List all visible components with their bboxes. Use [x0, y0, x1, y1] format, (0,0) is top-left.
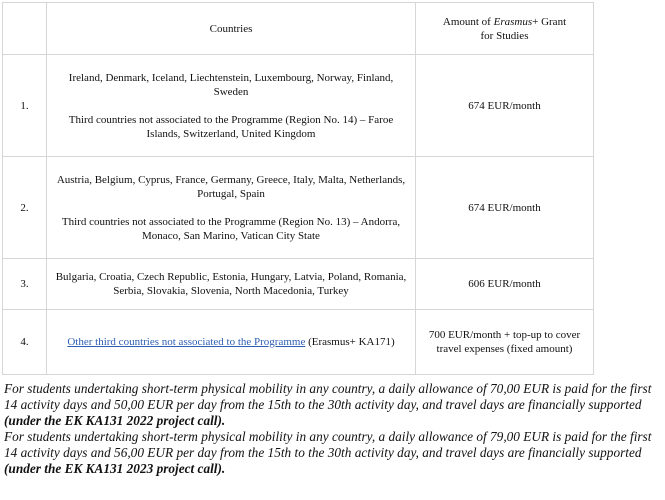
- row-countries-main: Austria, Belgium, Cyprus, France, Germany, Greece, Italy, Malta, Netherlands, Portugal, Spain: [56, 173, 406, 200]
- note-project-call: (under the EK KA131 2023 project call).: [4, 461, 226, 476]
- row-countries-main: Bulgaria, Croatia, Czech Republic, Estonia, Hungary, Latvia, Poland, Romania, Serbia, Slovakia, Slovenia, North Macedonia, Turkey: [55, 271, 407, 297]
- header-amount-suffix: + Grant: [532, 15, 567, 28]
- row-countries: [47, 310, 416, 375]
- row-amount: 700 EUR/month + top-up to cover travel expenses (fixed amount): [416, 310, 594, 375]
- row-amount: 606 EUR/month: [416, 259, 594, 310]
- row-countries-third: Third countries not associated to the Programme (Region No. 14) – Faroe Islands, Switzerland, United Kingdom: [68, 113, 394, 140]
- row-countries-main: Ireland, Denmark, Iceland, Liechtenstein, Luxembourg, Norway, Finland, Sweden: [68, 71, 394, 98]
- row-countries: [47, 157, 416, 259]
- row-countries-suffix: (Erasmus+ KA171): [305, 336, 395, 348]
- row-countries-third: Third countries not associated to the Programme (Region No. 13) – Andorra, Monaco, San Marino, Vatican City State: [61, 215, 401, 242]
- table-header-row: [3, 3, 594, 55]
- grant-table: [2, 2, 594, 375]
- notes-section: [4, 381, 662, 477]
- row-number: 1.: [3, 55, 47, 157]
- header-amount-program: Erasmus: [493, 15, 533, 28]
- row-amount: 674 EUR/month: [416, 55, 594, 157]
- table-row: [3, 55, 594, 157]
- note-paragraph-2022: [4, 381, 662, 429]
- row-countries: [47, 55, 416, 157]
- header-amount-prefix: Amount of: [442, 15, 494, 28]
- header-amount-cell: [416, 3, 594, 55]
- header-amount-line2: for Studies: [480, 29, 529, 42]
- row-number: 3.: [3, 259, 47, 310]
- table-row: [3, 157, 594, 259]
- table-row: [3, 259, 594, 310]
- header-number-cell: [3, 3, 47, 55]
- row-number: 2.: [3, 157, 47, 259]
- note-text: For students undertaking short-term physical mobility in any country, a daily allowance of 79,00 EUR is paid for the first 14 activity days and 56,00 EUR per day from the 15th to the 30th activity day, and travel days are financially supported: [4, 429, 652, 460]
- row-number: 4.: [3, 310, 47, 375]
- row-countries: [47, 259, 416, 310]
- header-countries-cell: Countries: [47, 3, 416, 55]
- note-project-call: (under the EK KA131 2022 project call).: [4, 413, 226, 428]
- note-paragraph-2023: [4, 429, 662, 477]
- row-amount: 674 EUR/month: [416, 157, 594, 259]
- other-third-countries-link[interactable]: Other third countries not associated to the Programme: [67, 336, 306, 348]
- note-text: For students undertaking short-term physical mobility in any country, a daily allowance of 70,00 EUR is paid for the first 14 activity days and 50,00 EUR per day from the 15th to the 30th activity day, and travel days are financially supported: [4, 381, 652, 412]
- table-row: [3, 310, 594, 375]
